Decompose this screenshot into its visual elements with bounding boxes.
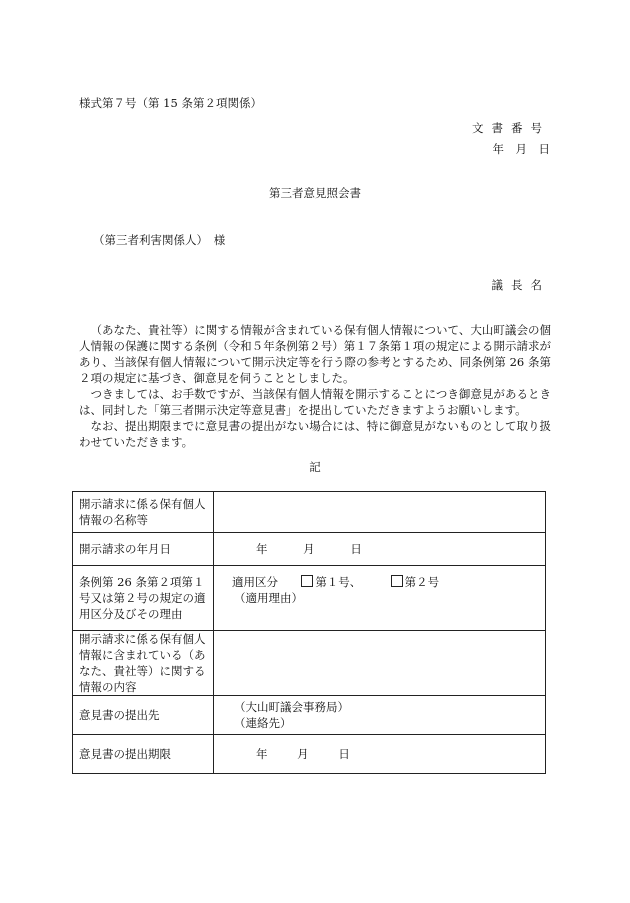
cell-category	[214, 566, 546, 631]
row-label-submit-to: 意見書の提出先	[73, 696, 214, 735]
checkbox-option-2[interactable]	[391, 575, 403, 587]
document-number: 文書番号	[472, 121, 550, 135]
request-year: 年	[256, 542, 268, 556]
addressee: （第三者利害関係人） 様	[93, 233, 226, 247]
row-label-info-name: 開示請求に係る保有個人情報の名称等	[73, 492, 214, 533]
cell-info-name	[214, 492, 546, 533]
checkbox-option-1[interactable]	[301, 575, 313, 587]
body-paragraph-1: （あなた、貴社等）に関する情報が含まれている保有個人情報について、大山町議会の個人情報の保護に関する条例（令和５年条例第２号）第１７条第１項の規定による開示請求があり、当該保有個人情報について開示決定等を行う際の参考とするため、同条例第 26 条第２項の規定に基づき、御意見を伺うこととしました。	[79, 323, 551, 385]
deadline-day: 日	[338, 747, 350, 761]
cell-info-content	[214, 631, 546, 696]
document-title: 第三者意見照会書	[269, 186, 361, 200]
reason-label: （適用理由）	[234, 591, 303, 605]
row-label-category: 条例第 26 条第２項第１号又は第２号の規定の適用区分及びその理由	[73, 566, 214, 631]
table-row	[73, 566, 546, 631]
deadline-year: 年	[256, 747, 268, 761]
table-row	[73, 492, 546, 533]
table-row	[73, 631, 546, 696]
table-row	[73, 533, 546, 566]
deadline-month: 月	[297, 747, 309, 761]
option-2-label: 第２号	[404, 575, 440, 589]
row-label-request-date: 開示請求の年月日	[73, 533, 214, 566]
cell-deadline	[214, 735, 546, 774]
ki-heading: 記	[309, 460, 321, 474]
info-table	[72, 491, 546, 774]
table-row	[73, 735, 546, 774]
option-1-label: 第１号、	[315, 575, 362, 589]
body-paragraph-3: なお、提出期限までに意見書の提出がない場合には、特に御意見がないものとして取り扱わせていただきます。	[79, 419, 551, 449]
body-text	[79, 322, 551, 450]
submit-office: （大山町議会事務局）	[234, 700, 349, 714]
body-paragraph-2: つきましては、お手数ですが、当該保有個人情報を開示することにつき御意見があるときは、同封した「第三者開示決定等意見書」を提出していただきますようお願いします。	[79, 387, 551, 417]
request-day: 日	[350, 542, 362, 556]
row-label-deadline: 意見書の提出期限	[73, 735, 214, 774]
row-label-info-content: 開示請求に係る保有個人情報に含まれている（あなた、貴社等）に関する情報の内容	[73, 631, 214, 696]
category-label: 適用区分	[232, 575, 278, 589]
request-month: 月	[303, 542, 315, 556]
cell-request-date	[214, 533, 546, 566]
sender-name: 議長名	[491, 278, 550, 292]
submit-contact: （連絡先）	[234, 716, 292, 730]
table-row	[73, 696, 546, 735]
cell-submit-to	[214, 696, 546, 735]
form-label: 様式第７号（第 15 条第２項関係）	[79, 96, 262, 110]
document-date: 年 月 日	[492, 142, 550, 156]
